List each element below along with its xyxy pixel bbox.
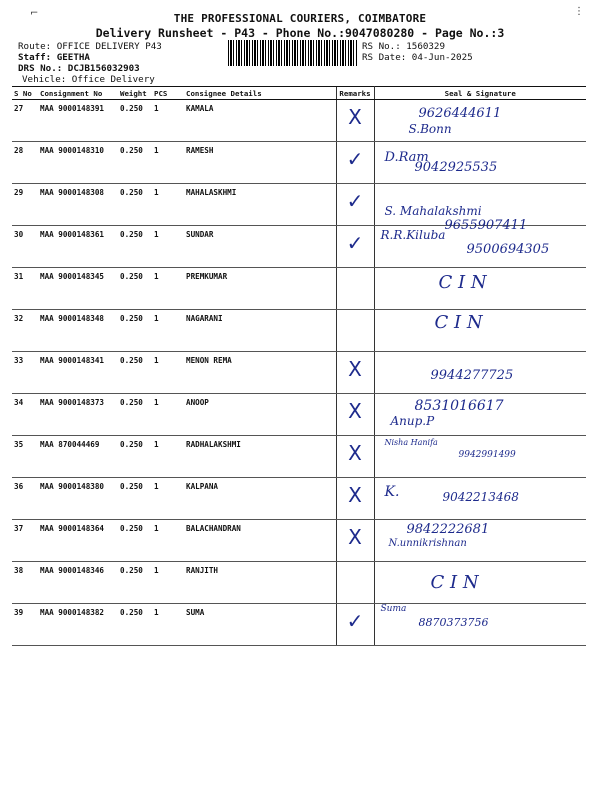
row-pcs: 1 [152,562,184,604]
row-pcs: 1 [152,184,184,226]
remark-mark: X [348,525,362,549]
handwritten-signature: 9842222681 [406,522,490,537]
row-signature [374,184,586,233]
remark-mark: X [348,105,362,129]
remark-mark: ✓ [346,609,364,633]
handwritten-signature: C I N [438,272,487,293]
row-consignment: MAA 9000148382 [38,604,118,646]
row-signature [374,520,586,562]
handwritten-signature: D.Ram [384,150,429,165]
table-row [12,352,586,394]
row-pcs: 1 [152,352,184,394]
row-sno: 32 [12,310,38,352]
remark-mark: ✓ [346,189,364,213]
row-weight: 0.250 [118,394,152,436]
row-signature [374,478,586,520]
row-remarks [336,520,374,562]
row-sno: 28 [12,142,38,184]
table-row [12,520,586,562]
row-pcs: 1 [152,268,184,310]
row-consignment: MAA 9000148380 [38,478,118,520]
row-weight: 0.250 [118,604,152,646]
row-sno: 35 [12,436,38,478]
row-consignment: MAA 9000148364 [38,520,118,562]
row-consignment: MAA 9000148346 [38,562,118,604]
row-weight: 0.250 [118,100,152,142]
handwritten-signature: C I N [434,312,483,333]
row-weight: 0.250 [118,562,152,604]
remark-mark: X [348,483,362,507]
remark-mark: X [348,441,362,465]
row-weight: 0.250 [118,520,152,562]
row-signature [374,226,586,268]
table-row [12,184,586,226]
table-row [12,226,586,268]
row-remarks [336,184,374,226]
row-sno: 29 [12,184,38,226]
handwritten-signature: 8870373756 [418,616,489,629]
row-remarks [336,142,374,184]
route-text: Route: OFFICE DELIVERY P43 [18,41,162,52]
remark-mark: X [348,357,362,381]
row-consignee: RAMESH [184,142,336,184]
row-sno: 31 [12,268,38,310]
handwritten-signature: R.R.Kiluba [380,228,446,242]
row-pcs: 1 [152,478,184,520]
row-signature [374,268,586,310]
row-weight: 0.250 [118,268,152,310]
row-sno: 36 [12,478,38,520]
barcode-icon [228,40,358,66]
row-remarks [336,100,374,142]
row-weight: 0.250 [118,142,152,184]
handwritten-signature: N.unnikrishnan [388,538,467,549]
row-consignment: MAA 9000148310 [38,142,118,184]
rs-number: RS No.: 1560329 [362,41,445,52]
row-consignment: MAA 9000148341 [38,352,118,394]
handwritten-signature: C I N [430,572,479,593]
row-sno: 30 [12,226,38,268]
row-pcs: 1 [152,604,184,646]
row-weight: 0.250 [118,184,152,226]
col-sno: S No [12,87,38,100]
table-row [12,604,586,646]
row-remarks [336,562,374,604]
table-row [12,310,586,352]
row-signature [374,562,586,604]
table-row [12,268,586,310]
handwritten-signature: 9626444611 [418,106,502,121]
row-consignee: MENON REMA [184,352,336,394]
row-weight: 0.250 [118,352,152,394]
corner-mark-icon: ⌐ [30,8,39,19]
row-consignee: ANOOP [184,394,336,436]
row-pcs: 1 [152,520,184,562]
remark-mark: ✓ [346,231,364,255]
row-remarks [336,268,374,310]
row-weight: 0.250 [118,436,152,478]
row-consignee: RADHALAKSHMI [184,436,336,478]
row-signature [374,352,586,394]
row-remarks [336,352,374,394]
row-pcs: 1 [152,226,184,268]
col-consignee: Consignee Details [184,87,336,100]
row-consignment: MAA 9000148345 [38,268,118,310]
row-consignee: SUMA [184,604,336,646]
row-sno: 34 [12,394,38,436]
row-consignment: MAA 9000148308 [38,184,118,226]
row-remarks [336,394,374,436]
table-row [12,394,586,436]
table-header [12,87,586,100]
row-pcs: 1 [152,142,184,184]
row-weight: 0.250 [118,310,152,352]
row-signature [374,436,586,478]
remark-mark: ✓ [346,147,364,171]
row-sno: 39 [12,604,38,646]
row-signature [374,604,586,646]
handwritten-signature: S. Mahalakshmi [384,204,482,218]
corner-mark-icon: ⋮ [574,6,584,17]
col-consignment: Consignment No [38,87,118,100]
row-consignee: MAHALASKHMI [184,184,336,226]
row-consignee: KAMALA [184,100,336,142]
handwritten-signature: 9942991499 [458,450,516,460]
row-consignment: MAA 9000148348 [38,310,118,352]
row-consignment: MAA 9000148361 [38,226,118,268]
row-consignee: BALACHANDRAN [184,520,336,562]
handwritten-signature: K. [384,484,400,500]
remark-mark: X [348,399,362,423]
row-sno: 27 [12,100,38,142]
table-row [12,562,586,604]
drs-number: DRS No.: DCJB156032903 [18,63,140,74]
row-remarks [336,226,374,268]
row-sno: 38 [12,562,38,604]
handwritten-signature: 9655907411 [444,218,528,233]
row-weight: 0.250 [118,478,152,520]
col-signature: Seal & Signature [374,87,586,100]
row-signature [374,394,586,436]
handwritten-signature: 8531016617 [414,398,504,414]
row-consignment: MAA 9000148373 [38,394,118,436]
col-weight: Weight [118,87,152,100]
staff-text: Staff: GEETHA [18,52,90,63]
row-signature [374,100,586,142]
handwritten-signature: 9042925535 [414,160,498,175]
handwritten-signature: 9042213468 [442,490,519,504]
row-signature [374,142,586,184]
row-remarks [336,478,374,520]
row-signature [374,310,586,352]
runsheet-subtitle: Delivery Runsheet - P43 - Phone No.:9047080280 - Page No.:3 [95,26,505,40]
row-pcs: 1 [152,394,184,436]
handwritten-signature: Anup.P [390,414,435,428]
row-consignee: PREMKUMAR [184,268,336,310]
handwritten-signature: S.Bonn [408,122,452,136]
row-remarks [336,604,374,646]
col-pcs: PCS [152,87,184,100]
table-row [12,436,586,478]
vehicle-text: Vehicle: Office Delivery [22,74,155,85]
row-consignee: RANJITH [184,562,336,604]
row-consignee: NAGARANI [184,310,336,352]
row-sno: 33 [12,352,38,394]
row-consignee: SUNDAR [184,226,336,268]
row-consignment: MAA 9000148391 [38,100,118,142]
handwritten-signature: Suma [380,604,407,614]
row-remarks [336,436,374,478]
delivery-table [12,86,586,646]
row-remarks [336,310,374,352]
rs-date: RS Date: 04-Jun-2025 [362,52,473,63]
row-sno: 37 [12,520,38,562]
row-pcs: 1 [152,436,184,478]
col-remarks: Remarks [336,87,374,100]
row-weight: 0.250 [118,226,152,268]
handwritten-signature: 9500694305 [466,242,550,257]
handwritten-signature: 9944277725 [430,368,514,383]
table-row [12,142,586,184]
handwritten-signature: Nisha Hanifa [384,438,438,447]
row-pcs: 1 [152,100,184,142]
row-consignee: KALPANA [184,478,336,520]
table-row [12,100,586,142]
row-pcs: 1 [152,310,184,352]
company-title: THE PROFESSIONAL COURIERS, COIMBATORE [173,12,427,25]
row-consignment: MAA 870044469 [38,436,118,478]
table-row [12,478,586,520]
